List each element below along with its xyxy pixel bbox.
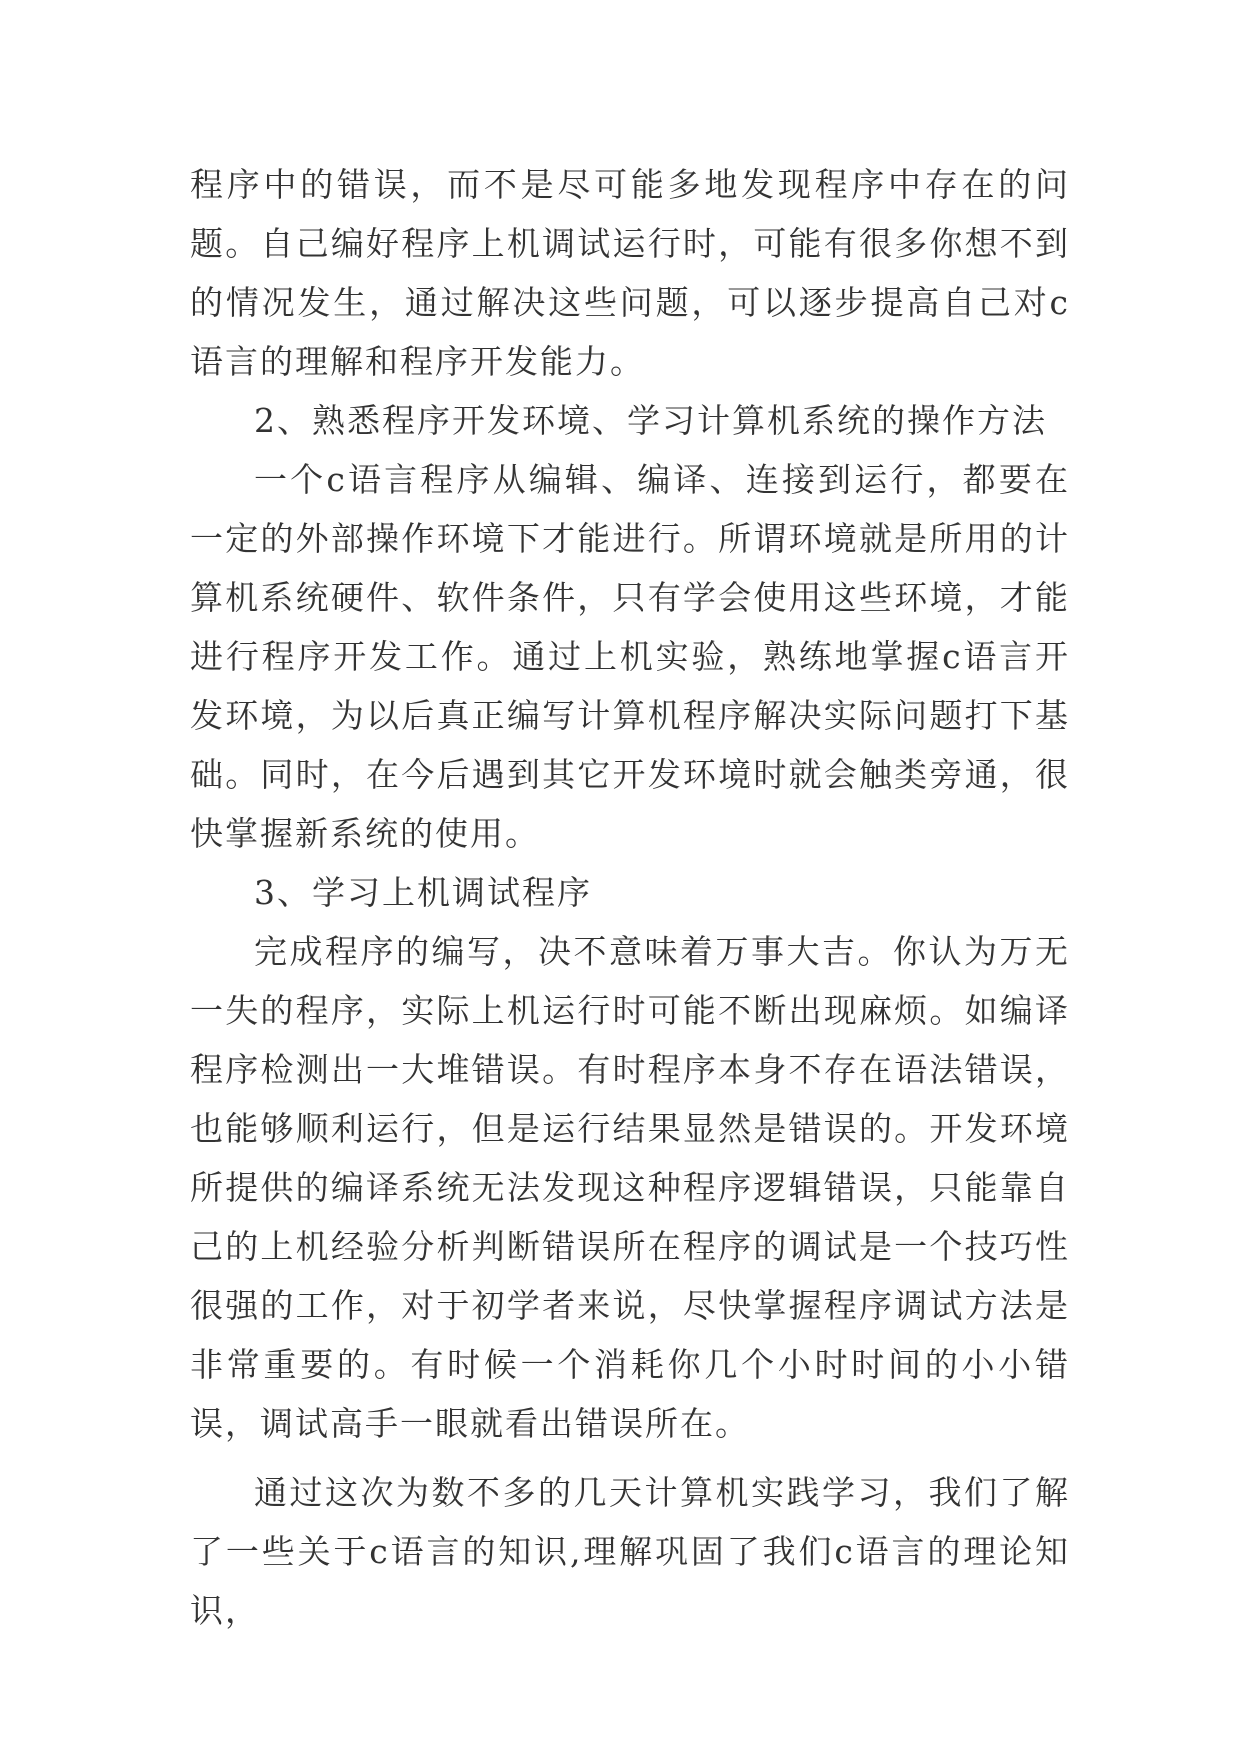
paragraph-continuation: 程序中的错误，而不是尽可能多地发现程序中存在的问题。自己编好程序上机调试运行时，可能有很多你想不到的情况发生，通过解决这些问题，可以逐步提高自己对c语言的理解和程序开发能力。 — [190, 165, 1070, 381]
section-heading-development-environment: 2、熟悉程序开发环境、学习计算机系统的操作方法 — [254, 401, 1047, 440]
document-body — [190, 155, 1070, 1640]
paragraph-development-environment: 一个c语言程序从编辑、编译、连接到运行，都要在一定的外部操作环境下才能进行。所谓环境就是所用的计算机系统硬件、软件条件，只有学会使用这些环境，才能进行程序开发工作。通过上机实验，熟练地掌握c语言开发环境，为以后真正编写计算机程序解决实际问题打下基础。同时，在今后遇到其它开发环境时就会触类旁通，很快掌握新系统的使用。 — [190, 460, 1070, 853]
paragraph-conclusion: 通过这次为数不多的几天计算机实践学习，我们了解了一些关于c语言的知识,理解巩固了我们c语言的理论知识， — [190, 1473, 1070, 1630]
section-heading-debugging: 3、学习上机调试程序 — [254, 873, 592, 912]
paragraph-debugging: 完成程序的编写，决不意味着万事大吉。你认为万无一失的程序，实际上机运行时可能不断出现麻烦。如编译程序检测出一大堆错误。有时程序本身不存在语法错误，也能够顺利运行，但是运行结果显然是错误的。开发环境所提供的编译系统无法发现这种程序逻辑错误，只能靠自己的上机经验分析判断错误所在程序的调试是一个技巧性很强的工作，对于初学者来说，尽快掌握程序调试方法是非常重要的。有时候一个消耗你几个小时时间的小小错误，调试高手一眼就看出错误所在。 — [190, 932, 1070, 1443]
